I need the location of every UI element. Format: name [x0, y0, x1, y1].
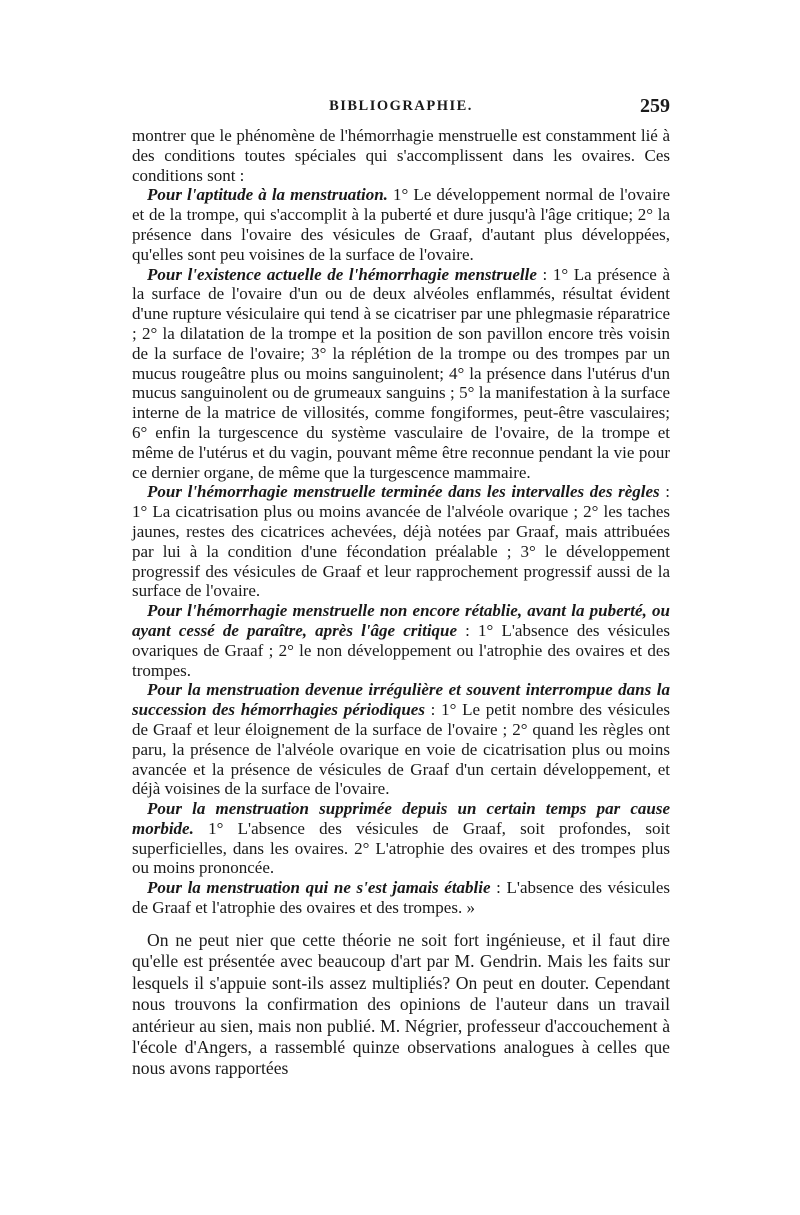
page-number: 259 [640, 95, 670, 117]
paragraph-lead: Pour l'hémorrhagie menstruelle terminée dans les intervalles des règles [147, 482, 660, 502]
paragraph-terminated [132, 482, 670, 601]
paragraph-not-established [132, 601, 670, 680]
paragraph-existence [132, 265, 670, 483]
paragraph-text: 1° Le développement normal de l'ovaire et de la trompe, qui s'accomplit à la puberté et dure jusqu'à l'âge critique; 2° la présence dans l'ovaire des vésicules de Graaf, d'autant plus développées, qu'elles sont peu voisines de la surface de l'ovaire. [132, 185, 671, 264]
paragraph-text: On ne peut nier que cette théorie ne soit fort ingénieuse, et il faut dire qu'elle est présentée avec beaucoup d'art par M. Gendrin. Mais les faits sur lesquels il s'appuie sont-ils assez multipliés? On peut en douter. Cependant nous trouvons la confirmation des opinions de l'auteur dans un travail antérieur au sien, mais non publié. M. Négrier, professeur d'accouchement à l'école d'Angers, a rassemblé quinze observations analogues à celles que nous avons rapportées [132, 929, 670, 1079]
running-title: BIBLIOGRAPHIE. [329, 98, 473, 114]
paragraph-lead: Pour la menstruation qui ne s'est jamais établie [147, 878, 491, 898]
paragraph-text: : 1° La cicatrisation plus ou moins avancée de l'alvéole ovarique ; 2° les taches jaunes, restes des cicatrices achevées, déjà notées par Graaf, mais attribuées par lui à la condition d'une fécondation préalable ; 3° le développement progressif des vésicules de Graaf et leur rapprochement progressif aussi de la surface de l'ovaire. [132, 482, 670, 601]
paragraph-suppressed [132, 799, 670, 878]
paragraph-aptitude [132, 185, 670, 264]
page-header [132, 96, 670, 120]
paragraph-text: : 1° La présence à la surface de l'ovaire d'un ou de deux alvéoles enflammés, résultat évident d'une rupture vésiculaire qui tend à se cicatriser par une phlegmasie réparatrice ; 2° la dilatation de la trompe et la position de son pavillon encore très voisin de la surface de l'ovaire; 3° la réplétion de la trompe ou des trompes par un mucus rougeâtre plus ou moins sanguinolent; 4° la présence dans l'utérus d'un mucus sanguinolent ou de grumeaux sanguins ; 5° la manifestation à la surface interne de la matrice de villosités, comme fongiformes, peut-être vasculaires; 6° enfin la turgescence du système vasculaire de l'ovaire, de la trompe et même de l'utérus et du vagin, pouvant même être reconnue pendant la vie pour ce dernier organe, de même que la turgescence mammaire. [132, 264, 670, 482]
paragraph-text: 1° L'absence des vésicules de Graaf, soit profondes, soit superficielles, dans les ovaires. 2° L'atrophie des ovaires et des trompes plus ou moins prononcée. [132, 818, 670, 878]
paragraph-lead: Pour l'existence actuelle de l'hémorrhagie menstruelle [147, 264, 537, 284]
paragraph-lead: Pour la menstruation supprimée depuis un certain temps par cause morbide. [132, 799, 670, 838]
paragraph-lead: Pour l'aptitude à la menstruation. [147, 185, 388, 205]
paragraph-text: : 1° L'absence des vésicules ovariques de Graaf ; 2° le non développement ou l'atrophie des ovaires et des trompes. [132, 620, 670, 680]
paragraph-commentary [132, 930, 670, 1080]
paragraph-lead: Pour l'hémorrhagie menstruelle non encore rétablie, avant la puberté, ou ayant cessé de paraître, après l'âge critique [132, 601, 670, 640]
paragraph-text: montrer que le phénomène de l'hémorrhagie menstruelle est constamment lié à des conditions toutes spéciales qui s'accomplissent dans les ovaires. Ces conditions sont : [132, 126, 670, 185]
paragraph-never-established [132, 878, 670, 918]
paragraph-intro [132, 126, 670, 185]
paragraph-irregular [132, 680, 670, 799]
paragraph-lead: Pour la menstruation devenue irrégulière et souvent interrompue dans la succession des hémorrhagies périodiques [132, 680, 670, 720]
paragraph-text: : L'absence des vésicules de Graaf et l'atrophie des ovaires et des trompes. » [132, 878, 670, 918]
body-text [132, 126, 670, 1080]
paragraph-text: : 1° Le petit nombre des vésicules de Graaf et leur éloignement de la surface de l'ovaire ; 2° quand les règles ont paru, la présence de l'alvéole ovarique en voie de cicatrisation plus ou moins avancée et la présence de vésicules de Graaf d'un certain développement, et déjà voisines de la surface de l'ovaire. [132, 700, 670, 799]
